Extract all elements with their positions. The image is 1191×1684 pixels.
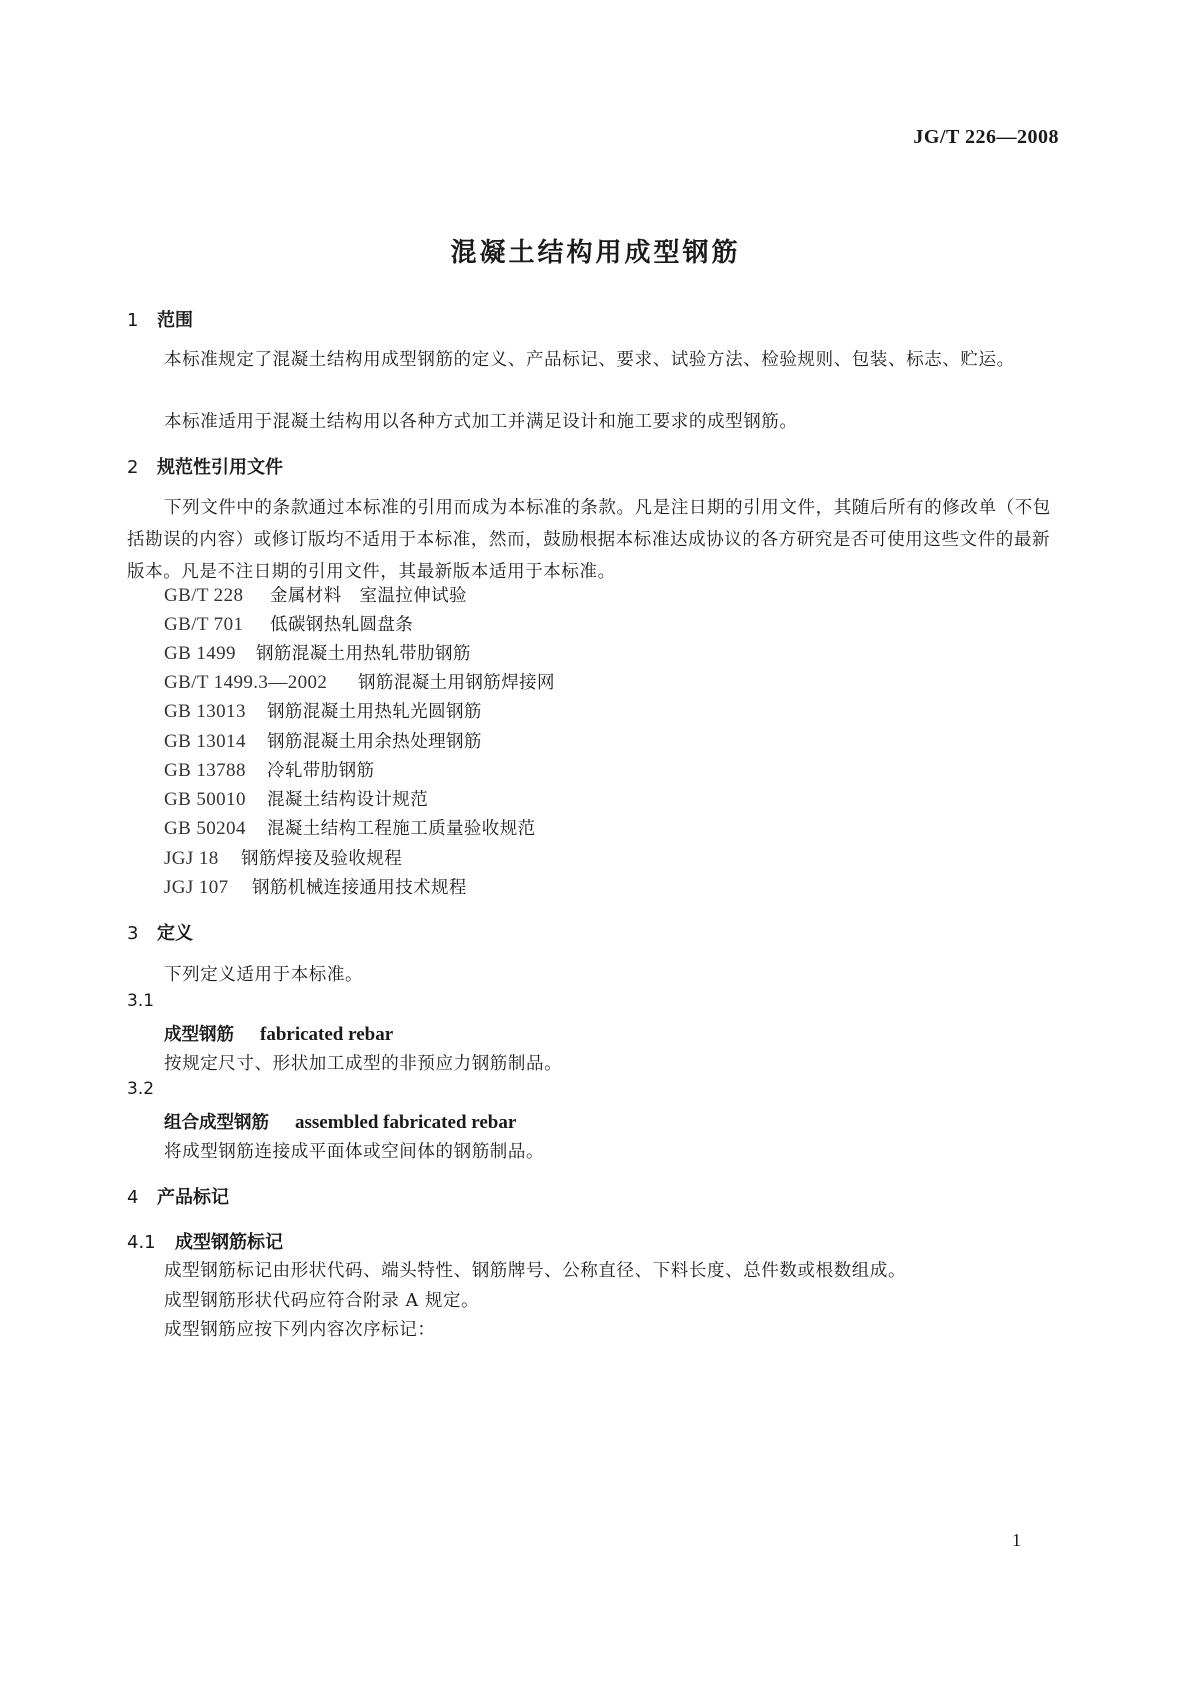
reference-code: JGJ 18 xyxy=(164,848,219,869)
normative-reference xyxy=(164,786,428,811)
clause-number: 3.2 xyxy=(127,1079,155,1099)
reference-title: 钢筋机械连接通用技术规程 xyxy=(252,878,467,898)
term-english: assembled fabricated rebar xyxy=(295,1112,517,1133)
reference-code: JGJ 107 xyxy=(164,877,229,898)
section-1-paragraph-1: 本标准规定了混凝土结构用成型钢筋的定义、产品标记、要求、试验方法、检验规则、包装、标志、贮运。 xyxy=(164,350,1015,370)
reference-title: 低碳钢热轧圆盘条 xyxy=(270,615,414,635)
normative-reference xyxy=(164,874,467,899)
section-title: 范围 xyxy=(157,310,193,331)
reference-title: 混凝土结构工程施工质量验收规范 xyxy=(267,819,536,839)
reference-title: 金属材料 室温拉伸试验 xyxy=(270,586,467,606)
reference-title: 钢筋混凝土用钢筋焊接网 xyxy=(358,673,555,693)
reference-code: GB/T 228 xyxy=(164,585,244,606)
document-title: 混凝土结构用成型钢筋 xyxy=(450,238,741,268)
reference-title: 钢筋混凝土用热轧带肋钢筋 xyxy=(256,644,471,664)
reference-code: GB 1499 xyxy=(164,643,236,664)
page-number: 1 xyxy=(1012,1530,1021,1550)
reference-title: 钢筋混凝土用热轧光圆钢筋 xyxy=(267,702,482,722)
reference-code: GB 50204 xyxy=(164,818,246,839)
subsection-4-1-line-1: 成型钢筋标记由形状代码、端头特性、钢筋牌号、公称直径、下料长度、总件数或根数组成。 xyxy=(164,1261,907,1281)
normative-reference xyxy=(164,611,413,636)
section-4-heading xyxy=(127,1183,229,1209)
term-chinese: 成型钢筋 xyxy=(164,1025,234,1045)
definition-text: 将成型钢筋连接成平面体或空间体的钢筋制品。 xyxy=(164,1142,545,1162)
normative-reference xyxy=(164,845,402,870)
section-number: 4 xyxy=(127,1187,139,1208)
subsection-title: 成型钢筋标记 xyxy=(175,1232,283,1253)
reference-code: GB 13013 xyxy=(164,701,246,722)
section-2-heading xyxy=(127,453,283,479)
normative-reference xyxy=(164,582,467,607)
normative-reference xyxy=(164,698,482,723)
section-number: 2 xyxy=(127,457,139,478)
definition-text: 按规定尺寸、形状加工成型的非预应力钢筋制品。 xyxy=(164,1054,563,1074)
subsection-4-1-line-3: 成型钢筋应按下列内容次序标记： xyxy=(164,1320,436,1340)
reference-title: 钢筋混凝土用余热处理钢筋 xyxy=(267,732,482,752)
term-chinese: 组合成型钢筋 xyxy=(164,1113,269,1133)
section-title: 定义 xyxy=(157,923,193,944)
normative-reference xyxy=(164,815,536,840)
normative-reference xyxy=(164,669,555,694)
reference-code: GB/T 1499.3—2002 xyxy=(164,672,328,693)
section-number: 1 xyxy=(127,310,139,331)
definition-term xyxy=(164,1109,516,1134)
normative-reference xyxy=(164,728,482,753)
reference-code: GB 13788 xyxy=(164,760,246,781)
section-1-heading xyxy=(127,306,193,332)
section-title: 规范性引用文件 xyxy=(157,457,283,478)
subsection-4-1-heading xyxy=(127,1228,283,1254)
reference-code: GB 50010 xyxy=(164,789,246,810)
term-english: fabricated rebar xyxy=(260,1024,394,1045)
clause-number: 3.1 xyxy=(127,991,155,1011)
standard-code: JG/T 226—2008 xyxy=(913,126,1059,148)
section-3-intro: 下列定义适用于本标准。 xyxy=(164,965,364,985)
section-2-paragraph: 下列文件中的条款通过本标准的引用而成为本标准的条款。凡是注日期的引用文件，其随后所有的修改单（不包括勘误的内容）或修订版均不适用于本标准，然而，鼓励根据本标准达成协议的各方研究是否可使用这些文件的最新版本。凡是不注日期的引用文件，其最新版本适用于本标准。 xyxy=(127,498,1051,582)
reference-title: 钢筋焊接及验收规程 xyxy=(241,849,403,869)
normative-reference xyxy=(164,640,471,665)
normative-reference xyxy=(164,757,374,782)
section-number: 3 xyxy=(127,923,139,944)
subsection-number: 4.1 xyxy=(127,1232,156,1253)
reference-code: GB 13014 xyxy=(164,731,246,752)
section-title: 产品标记 xyxy=(157,1187,229,1208)
section-1-paragraph-2: 本标准适用于混凝土结构用以各种方式加工并满足设计和施工要求的成型钢筋。 xyxy=(164,412,798,432)
reference-code: GB/T 701 xyxy=(164,614,244,635)
reference-title: 混凝土结构设计规范 xyxy=(267,790,429,810)
section-3-heading xyxy=(127,919,193,945)
reference-title: 冷轧带肋钢筋 xyxy=(267,761,375,781)
definition-term xyxy=(164,1021,393,1046)
subsection-4-1-line-2: 成型钢筋形状代码应符合附录 A 规定。 xyxy=(164,1291,480,1311)
